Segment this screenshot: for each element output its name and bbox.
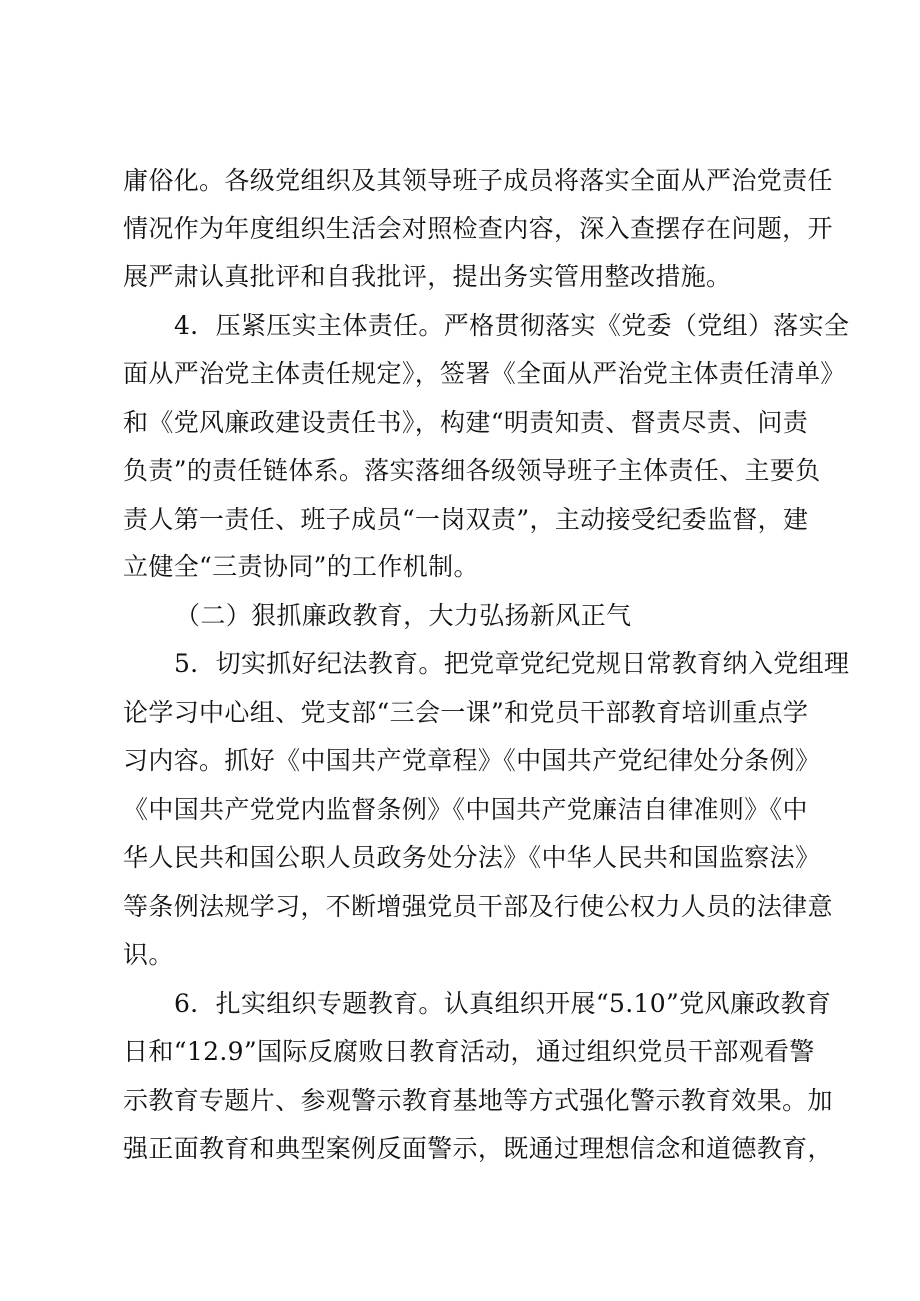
paragraph-line: 庸俗化。各级党组织及其领导班子成员将落实全面从严治党责任 (123, 166, 833, 195)
section-heading: （二）狠抓廉政教育，大力弘扬新风正气 (175, 601, 632, 630)
paragraph-line: 《中国共产党党内监督条例》《中国共产党廉洁自律准则》《中 (123, 795, 808, 824)
paragraph-line: 华人民共和国公职人员政务处分法》《中华人民共和国监察法》 (123, 843, 821, 872)
paragraph-line: 负责”的责任链体系。落实落细各级领导班子主体责任、主要负 (123, 456, 821, 485)
paragraph-line: 和《党风廉政建设责任书》，构建“明责知责、督责尽责、问责 (123, 408, 809, 437)
paragraph-line: 论学习中心组、党支部“三会一课”和党员干部教育培训重点学 (123, 698, 809, 727)
paragraph-line: 强正面教育和典型案例反面警示，既通过理想信念和道德教育， (123, 1134, 833, 1163)
paragraph-line: 责人第一责任、班子成员“一岗双责”，主动接受纪委监督，建 (123, 505, 809, 534)
paragraph-line: 5．切实抓好纪法教育。把党章党纪党规日常教育纳入党组理 (174, 649, 850, 678)
paragraph-line: 识。 (123, 940, 174, 969)
paragraph-line: 日和“12.9”国际反腐败日教育活动，通过组织党员干部观看警 (123, 1037, 815, 1066)
paragraph-line: 情况作为年度组织生活会对照检查内容，深入查摆存在问题，开 (123, 214, 833, 243)
paragraph-line: 等条例法规学习，不断增强党员干部及行使公权力人员的法律意 (123, 892, 833, 921)
paragraph-line: 立健全“三责协同”的工作机制。 (123, 552, 479, 581)
paragraph-line: 4．压紧压实主体责任。严格贯彻落实《党委（党组）落实全 (174, 311, 850, 340)
paragraph-line: 习内容。抓好《中国共产党章程》《中国共产党纪律处分条例》 (123, 746, 821, 775)
paragraph-line: 6．扎实组织专题教育。认真组织开展“5.10”党风廉政教育 (174, 989, 832, 1018)
paragraph-line: 展严肃认真批评和自我批评，提出务实管用整改措施。 (123, 262, 732, 291)
paragraph-line: 示教育专题片、参观警示教育基地等方式强化警示教育效果。加 (123, 1086, 833, 1115)
paragraph-line: 面从严治党主体责任规定》，签署《全面从严治党主体责任清单》 (123, 359, 846, 388)
